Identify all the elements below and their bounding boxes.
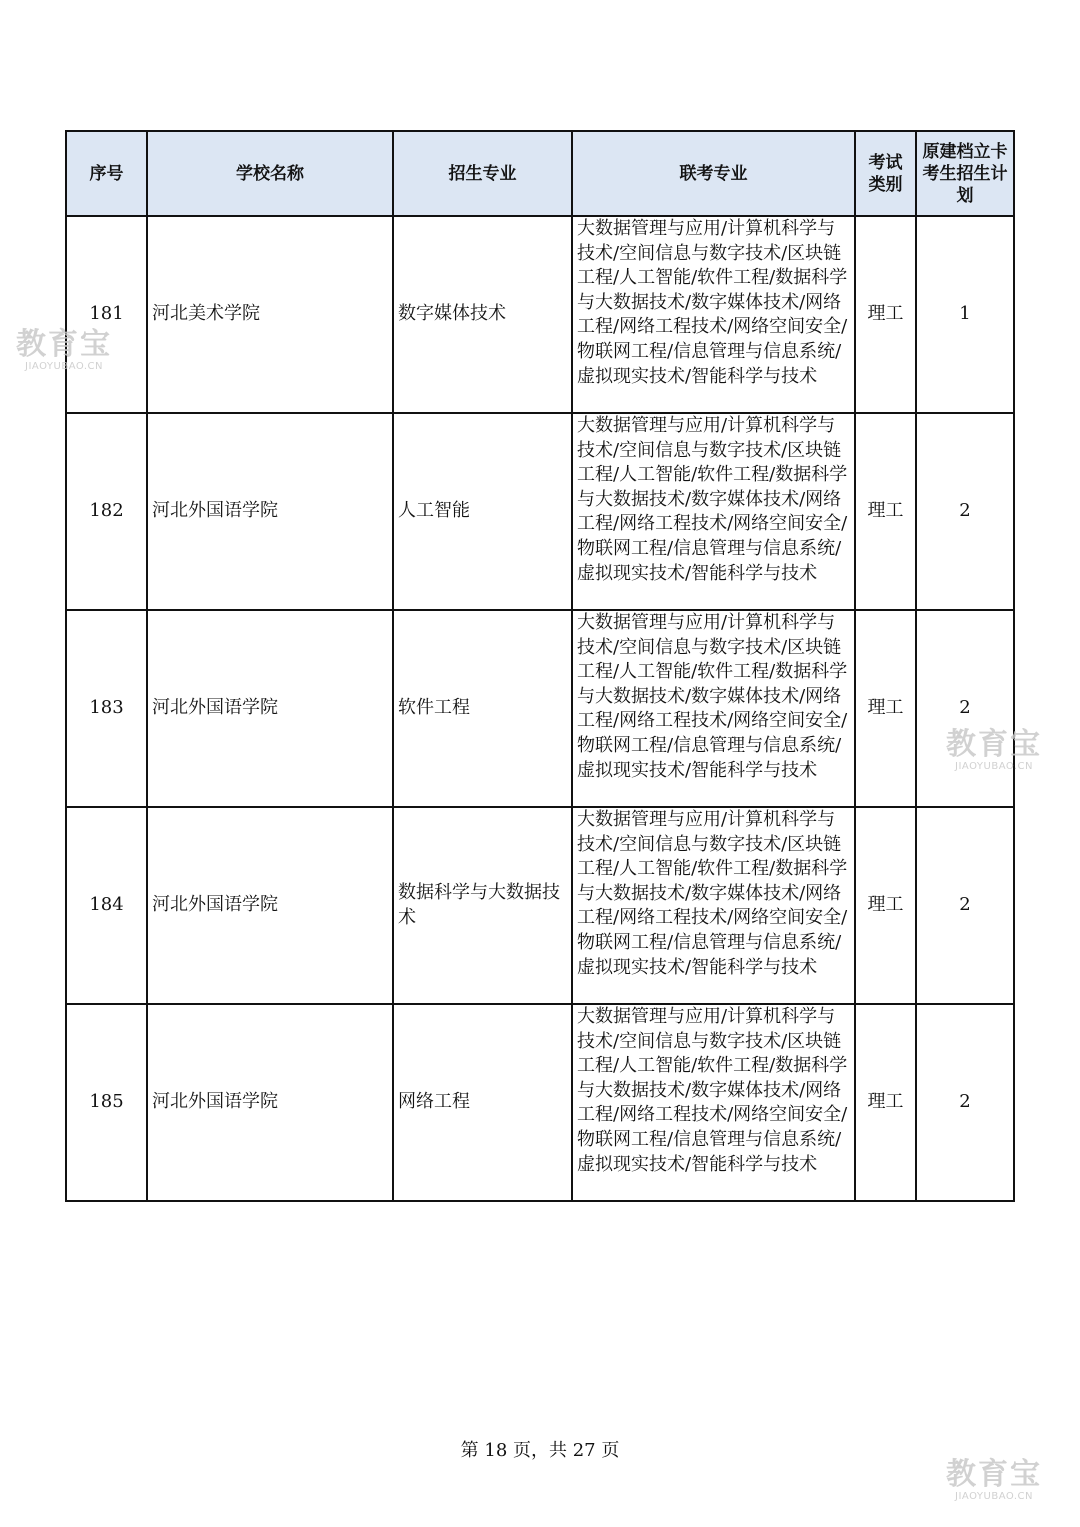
cell-school: 河北外国语学院 [147, 413, 393, 610]
admission-plan-table-container [65, 130, 1013, 1202]
cell-plan: 2 [916, 807, 1014, 1004]
cell-joint-major: 大数据管理与应用/计算机科学与技术/空间信息与数字技术/区块链工程/人工智能/软件工程/数据科学与大数据技术/数字媒体技术/网络工程/网络工程技术/网络空间安全/物联网工程/信息管理与信息系统/虚拟现实技术/智能科学与技术 [572, 807, 855, 1004]
watermark-url: JIAOYUBAO.CN [25, 361, 103, 372]
cell-num: 184 [66, 807, 147, 1004]
cell-exam-type: 理工 [855, 216, 916, 413]
cell-school: 河北外国语学院 [147, 610, 393, 807]
page-number: 第 18 页，共 27 页 [460, 1440, 620, 1461]
watermark-text: 教育宝 [946, 727, 1042, 762]
table-row [66, 1004, 1014, 1201]
cell-major: 数字媒体技术 [393, 216, 572, 413]
table-row [66, 216, 1014, 413]
cell-major: 网络工程 [393, 1004, 572, 1201]
cell-plan: 2 [916, 1004, 1014, 1201]
table-header-row [66, 131, 1014, 216]
watermark-text: 教育宝 [16, 327, 112, 362]
table-row [66, 610, 1014, 807]
cell-exam-type: 理工 [855, 1004, 916, 1201]
header-joint-major: 联考专业 [572, 131, 855, 216]
cell-num: 183 [66, 610, 147, 807]
cell-exam-type: 理工 [855, 807, 916, 1004]
cell-joint-major: 大数据管理与应用/计算机科学与技术/空间信息与数字技术/区块链工程/人工智能/软件工程/数据科学与大数据技术/数字媒体技术/网络工程/网络工程技术/网络空间安全/物联网工程/信息管理与信息系统/虚拟现实技术/智能科学与技术 [572, 1004, 855, 1201]
cell-plan: 2 [916, 413, 1014, 610]
cell-joint-major: 大数据管理与应用/计算机科学与技术/空间信息与数字技术/区块链工程/人工智能/软件工程/数据科学与大数据技术/数字媒体技术/网络工程/网络工程技术/网络空间安全/物联网工程/信息管理与信息系统/虚拟现实技术/智能科学与技术 [572, 216, 855, 413]
header-num: 序号 [66, 131, 147, 216]
watermark-url: JIAOYUBAO.CN [955, 1491, 1033, 1502]
cell-plan: 1 [916, 216, 1014, 413]
admission-plan-table [65, 130, 1015, 1202]
cell-exam-type: 理工 [855, 413, 916, 610]
cell-exam-type: 理工 [855, 610, 916, 807]
watermark-url: JIAOYUBAO.CN [955, 761, 1033, 772]
table-row [66, 807, 1014, 1004]
header-exam-type: 考试类别 [855, 131, 916, 216]
watermark-text: 教育宝 [946, 1457, 1042, 1492]
header-school: 学校名称 [147, 131, 393, 216]
cell-joint-major: 大数据管理与应用/计算机科学与技术/空间信息与数字技术/区块链工程/人工智能/软件工程/数据科学与大数据技术/数字媒体技术/网络工程/网络工程技术/网络空间安全/物联网工程/信息管理与信息系统/虚拟现实技术/智能科学与技术 [572, 413, 855, 610]
header-plan: 原建档立卡考生招生计划 [916, 131, 1014, 216]
cell-major: 人工智能 [393, 413, 572, 610]
cell-school: 河北外国语学院 [147, 1004, 393, 1201]
cell-major: 数据科学与大数据技术 [393, 807, 572, 1004]
cell-plan: 2 [916, 610, 1014, 807]
cell-num: 185 [66, 1004, 147, 1201]
cell-num: 182 [66, 413, 147, 610]
cell-school: 河北美术学院 [147, 216, 393, 413]
table-row [66, 413, 1014, 610]
cell-major: 软件工程 [393, 610, 572, 807]
watermark-logo [946, 1457, 1042, 1502]
cell-joint-major: 大数据管理与应用/计算机科学与技术/空间信息与数字技术/区块链工程/人工智能/软件工程/数据科学与大数据技术/数字媒体技术/网络工程/网络工程技术/网络空间安全/物联网工程/信息管理与信息系统/虚拟现实技术/智能科学与技术 [572, 610, 855, 807]
header-major: 招生专业 [393, 131, 572, 216]
cell-school: 河北外国语学院 [147, 807, 393, 1004]
cell-num: 181 [66, 216, 147, 413]
